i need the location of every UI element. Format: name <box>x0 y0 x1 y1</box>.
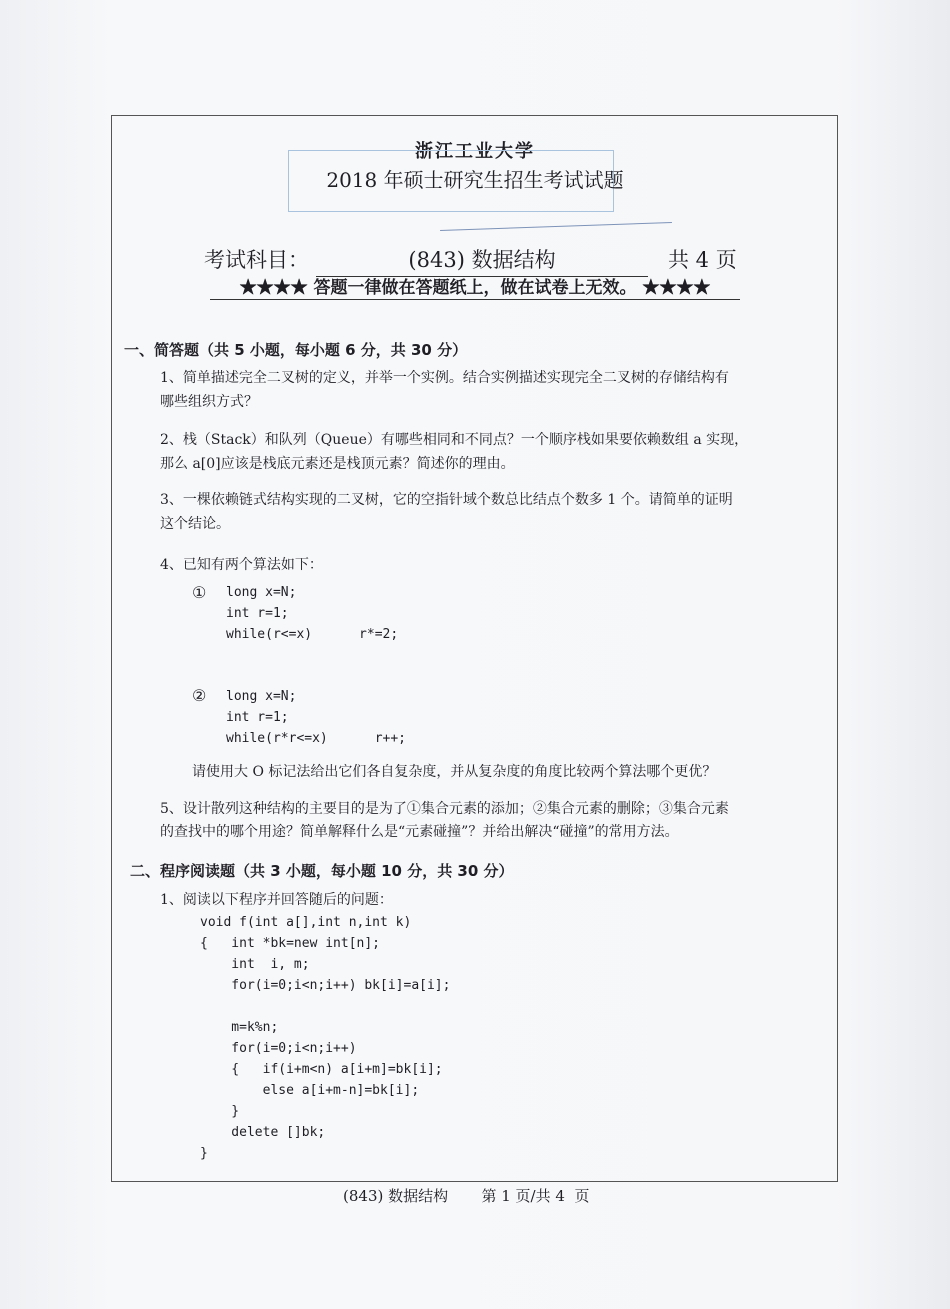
section-2-title: 二、程序阅读题（共 3 小题，每小题 10 分，共 30 分） <box>130 862 514 880</box>
algorithm-1-marker: ① <box>192 583 207 602</box>
pages-total: 共 4 页 <box>668 248 737 272</box>
q5-line-1: 5、设计散列这种结构的主要目的是为了①集合元素的添加；②集合元素的删除；③集合元素 <box>160 801 729 817</box>
q3-line-1: 3、一棵依赖链式结构实现的二叉树，它的空指针域个数总比结点个数多 1 个。请简单的证明 <box>160 492 733 508</box>
page-footer: (843) 数据结构 第 1 页/共 4 页 <box>343 1187 590 1205</box>
q2-line-2: 那么 a[0]应该是栈底元素还是栈顶元素？简述你的理由。 <box>160 456 515 472</box>
subject-value: (843) 数据结构 <box>316 244 648 277</box>
q5-line-2: 的查找中的哪个用途？简单解释什么是“元素碰撞”？并给出解决“碰撞”的常用方法。 <box>160 824 679 840</box>
subject-label: 考试科目： <box>204 248 309 272</box>
q3-line-2: 这个结论。 <box>160 516 230 532</box>
program-1-intro: 1、阅读以下程序并回答随后的问题： <box>160 892 393 908</box>
exam-title: 2018 年硕士研究生招生考试试题 <box>326 168 624 192</box>
q1-line-2: 哪些组织方式？ <box>160 394 258 410</box>
q2-line-1: 2、栈（Stack）和队列（Queue）有哪些相同和不同点？一个顺序栈如果要依赖数组 a 实现， <box>160 432 749 448</box>
school-name: 浙江工业大学 <box>415 141 535 162</box>
q1-line-1: 1、简单描述完全二叉树的定义，并举一个实例。结合实例描述实现完全二叉树的存储结构有 <box>160 370 729 386</box>
section-1-title: 一、简答题（共 5 小题，每小题 6 分，共 30 分） <box>124 341 468 359</box>
q4-intro: 4、已知有两个算法如下： <box>160 557 323 573</box>
notice-banner: ★★★★ 答题一律做在答题纸上，做在试卷上无效。 ★★★★ <box>210 273 740 300</box>
algorithm-1-code: long x=N; int r=1; while(r<=x) r*=2; <box>226 585 399 642</box>
q4-question: 请使用大 O 标记法给出它们各自复杂度，并从复杂度的角度比较两个算法哪个更优？ <box>192 764 717 780</box>
algorithm-2-marker: ② <box>192 686 207 705</box>
algorithm-2-code: long x=N; int r=1; while(r*r<=x) r++; <box>226 689 407 746</box>
program-1-code: void f(int a[],int n,int k) { int *bk=new int[n]; int i, m; for(i=0;i<n;i++) bk[i]=a[i]; m=k%n; for(i=0;i<n;i++) { if(i+m<n) a[i+m]=bk[i]; else a[i+m-n]=bk[i]; } delete []bk; } <box>200 915 451 1161</box>
